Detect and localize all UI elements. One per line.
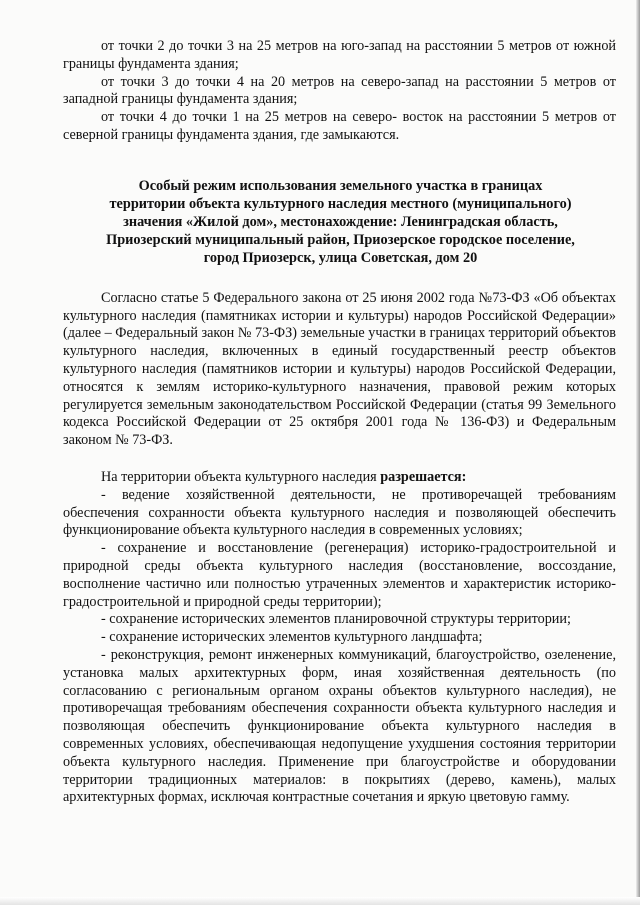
- boundary-paragraph: от точки 2 до точки 3 на 25 метров на юго-запад на расстоянии 5 метров от южной границы фундамента здания;: [63, 38, 616, 72]
- law-paragraph: Согласно статье 5 Федерального закона от 25 июня 2002 года №73-ФЗ «Об объектах культурного наследия (памятниках истории и культуры) народов Российской Федерации» (далее – Федеральный закон № 73-ФЗ) земельные участки в границах территорий объектов культурного наследия, включенных в единый государственный реестр объектов культурного наследия (памятников истории и культуры) народов Российской Федерации, относятся к землям историко-культурного назначения, правовой режим которых регулируется земельным законодательством Российской Федерации (статья 99 Земельного кодекса Российской Федерации от 25 октября 2001 года № 136-ФЗ) и Федеральным законом № 73-ФЗ.: [63, 289, 616, 449]
- scan-bottom-shade: [0, 897, 640, 905]
- allowed-item: - сохранение исторических элементов планировочной структуры территории;: [101, 611, 571, 628]
- allowed-lead: [63, 469, 616, 487]
- heading-line: территории объекта культурного наследия местного (муниципального): [109, 195, 572, 212]
- heading-line: Приозерский муниципальный район, Приозерское городское поселение,: [106, 231, 575, 248]
- section-heading: [63, 177, 616, 267]
- scan-edge-shadow: [636, 0, 640, 905]
- boundary-paragraph: от точки 3 до точки 4 на 20 метров на северо-запад на расстоянии 5 метров от западной границы фундамента здания;: [63, 73, 616, 108]
- boundary-description: [63, 38, 616, 145]
- allowed-item: - сохранение исторических элементов культурного ландшафта;: [101, 629, 483, 646]
- allowed-item: - реконструкция, ремонт инженерных коммуникаций, благоустройство, озеленение, установка малых архитектурных форм, иная хозяйственная деятельность (по согласованию с региональным органом охраны объектов культурного наследия), не противоречащая требованиям обеспечения сохранности объекта культурного наследия и позволяющая обеспечить функционирование объекта культурного наследия в современных условиях, обеспечивающая недопущение ухудшения состояния территории объекта культурного наследия. Применение при благоустройстве и оборудовании территории традиционных материалов: в покрытиях (дерево, камень), малых архитектурных формах, исключая контрастные сочетания и яркую цветовую гамму.: [63, 646, 616, 806]
- heading-line: Особый режим использования земельного участка в границах: [138, 177, 543, 194]
- allowed-item: - ведение хозяйственной деятельности, не противоречащей требованиям обеспечения сохранности объекта культурного наследия и позволяющей обеспечить функционирование объекта культурного наследия в современных условиях;: [63, 486, 616, 539]
- allowed-lead-text: На территории объекта культурного наследия: [101, 468, 381, 485]
- heading-line: город Приозерск, улица Советская, дом 20: [203, 249, 478, 266]
- boundary-paragraph: от точки 4 до точки 1 на 25 метров на северо- восток на расстоянии 5 метров от северной границы фундамента здания, где замыкаются.: [63, 109, 616, 143]
- allowed-lead-bold: разрешается:: [380, 468, 467, 485]
- allowed-activities: [63, 469, 616, 807]
- heading-line: значения «Жилой дом», местонахождение: Ленинградская область,: [123, 213, 558, 230]
- allowed-item: - сохранение и восстановление (регенерация) историко-градостроительной и природной среды объекта культурного наследия (восстановление, воссоздание, восполнение частично или полностью утраченных элементов и характеристик историко-градостроительной и природной среды территории);: [63, 540, 616, 610]
